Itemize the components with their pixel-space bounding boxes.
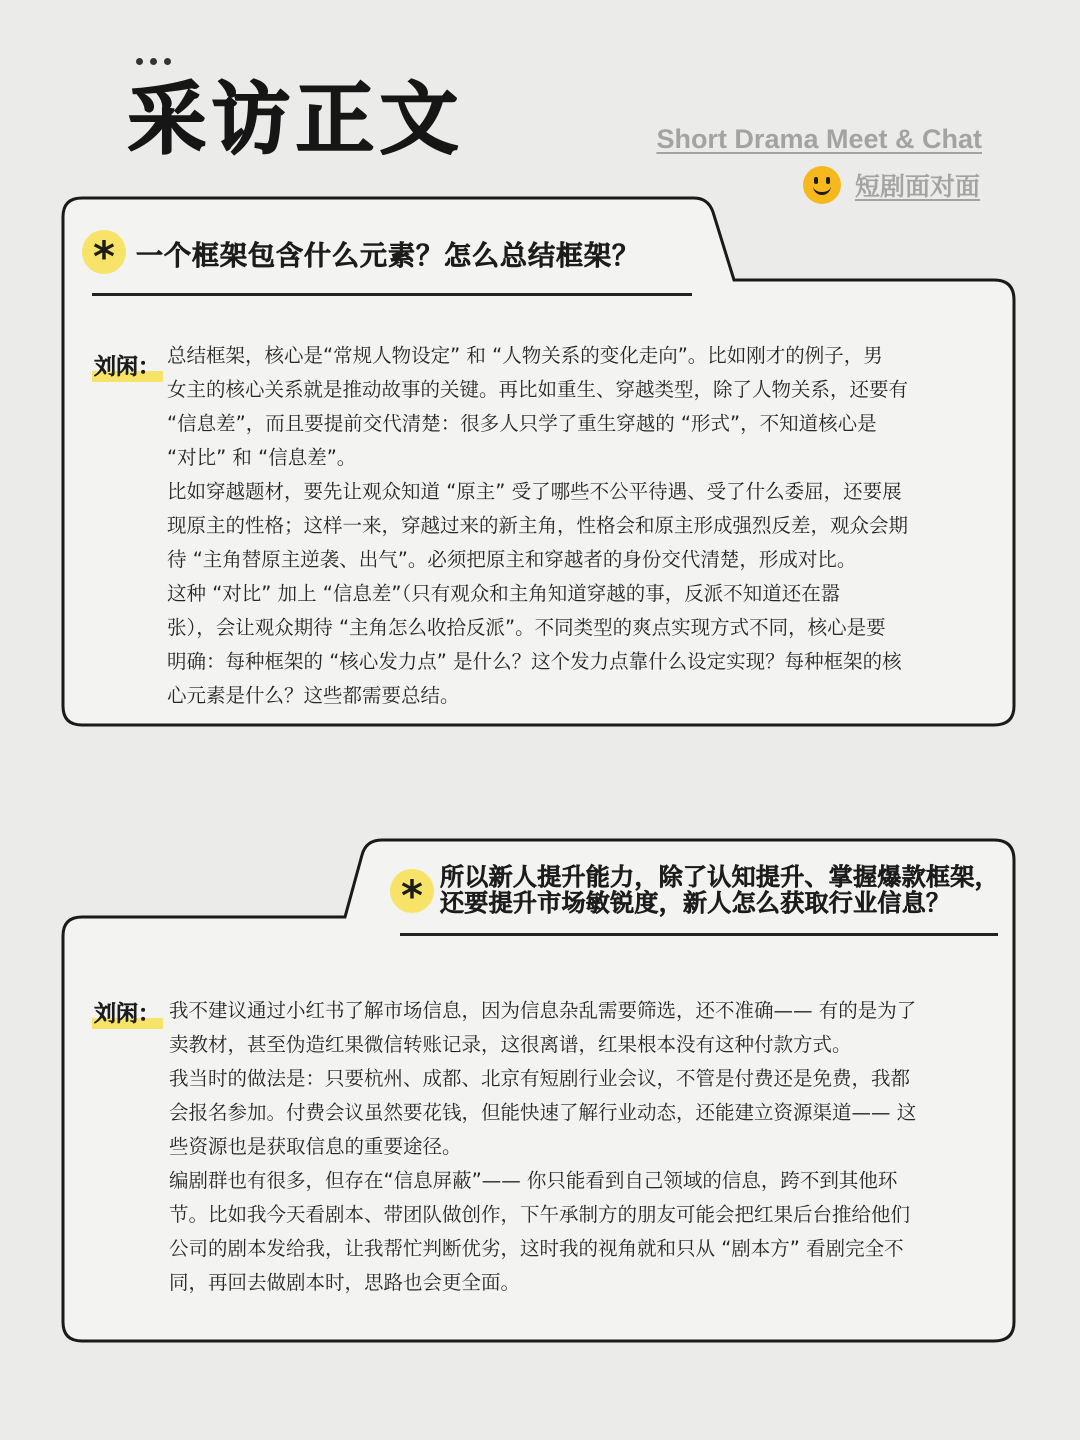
page-title: 采访正文 xyxy=(128,75,465,165)
answer-1-line: 比如穿越题材，要先让观众知道 “原主” 受了哪些不公平待遇、受了什么委屈，还要展 xyxy=(167,480,902,503)
answer-2-line: 会报名参加。付费会议虽然要花钱，但能快速了解行业动态，还能建立资源渠道—— 这 xyxy=(169,1101,917,1124)
answer-1-line: 待 “主角替原主逆袭、出气”。必须把原主和穿越者的身份交代清楚，形成对比。 xyxy=(167,548,857,571)
answer-2-line: 些资源也是获取信息的重要途径。 xyxy=(169,1135,462,1158)
question-2 xyxy=(440,864,999,916)
asterisk-icon: * xyxy=(390,869,434,913)
answer-1-line: “信息差”，而且要提前交代清楚：很多人只学了重生穿越的 “形式”，不知道核心是 xyxy=(167,412,877,435)
speaker-label-2: 刘闲： xyxy=(92,997,163,1029)
answer-2-line: 同，再回去做剧本时，思路也会更全面。 xyxy=(169,1271,521,1294)
question-2-line: 所以新人提升能力，除了认知提升、掌握爆款框架， xyxy=(440,863,999,891)
answer-2-line: 节。比如我今天看剧本、带团队做创作，下午承制方的朋友可能会把红果后台推给他们 xyxy=(169,1203,911,1226)
answer-2-line: 我不建议通过小红书了解市场信息，因为信息杂乱需要筛选，还不准确—— 有的是为了 xyxy=(169,999,917,1022)
brand-name-english: Short Drama Meet & Chat xyxy=(656,124,982,154)
answer-1-line: 心元素是什么？这些都需要总结。 xyxy=(167,684,460,707)
answer-2-line: 我当时的做法是：只要杭州、成都、北京有短剧行业会议，不管是付费还是免费，我都 xyxy=(169,1067,911,1090)
answer-1-line: “对比” 和 “信息差”。 xyxy=(167,446,357,469)
answer-2-line: 卖教材，甚至伪造红果微信转账记录，这很离谱，红果根本没有这种付款方式。 xyxy=(169,1033,852,1056)
answer-2 xyxy=(169,994,916,1300)
answer-2-line: 公司的剧本发给我，让我帮忙判断优劣，这时我的视角就和只从 “剧本方” 看剧完全不 xyxy=(169,1237,904,1260)
brand-name-chinese: 短剧面对面 xyxy=(854,172,980,201)
answer-2-line: 编剧群也有很多，但存在“信息屏蔽”—— 你只能看到自己领域的信息，跨不到其他环 xyxy=(169,1169,898,1192)
asterisk-icon: * xyxy=(82,230,126,274)
answer-1-line: 女主的核心关系就是推动故事的关键。再比如重生、穿越类型，除了人物关系，还要有 xyxy=(167,378,909,401)
answer-1-line: 张），会让观众期待 “主角怎么收拾反派”。不同类型的爽点实现方式不同，核心是要 xyxy=(167,616,886,639)
speaker-label-1: 刘闲： xyxy=(92,350,163,382)
question-1: 一个框架包含什么元素？怎么总结框架？ xyxy=(136,241,640,272)
answer-1-line: 总结框架，核心是“常规人物设定” 和 “人物关系的变化走向”。比如刚才的例子，男 xyxy=(167,344,883,367)
answer-1-line: 明确：每种框架的 “核心发力点” 是什么？这个发力点靠什么设定实现？每种框架的核 xyxy=(167,650,902,673)
answer-1-line: 这种 “对比” 加上 “信息差”（只有观众和主角知道穿越的事，反派不知道还在嚣 xyxy=(167,582,841,605)
answer-1-line: 现原主的性格；这样一来，穿越过来的新主角，性格会和原主形成强烈反差，观众会期 xyxy=(167,514,909,537)
question-2-underline xyxy=(400,933,998,936)
question-2-line: 还要提升市场敏锐度，新人怎么获取行业信息？ xyxy=(440,889,951,917)
